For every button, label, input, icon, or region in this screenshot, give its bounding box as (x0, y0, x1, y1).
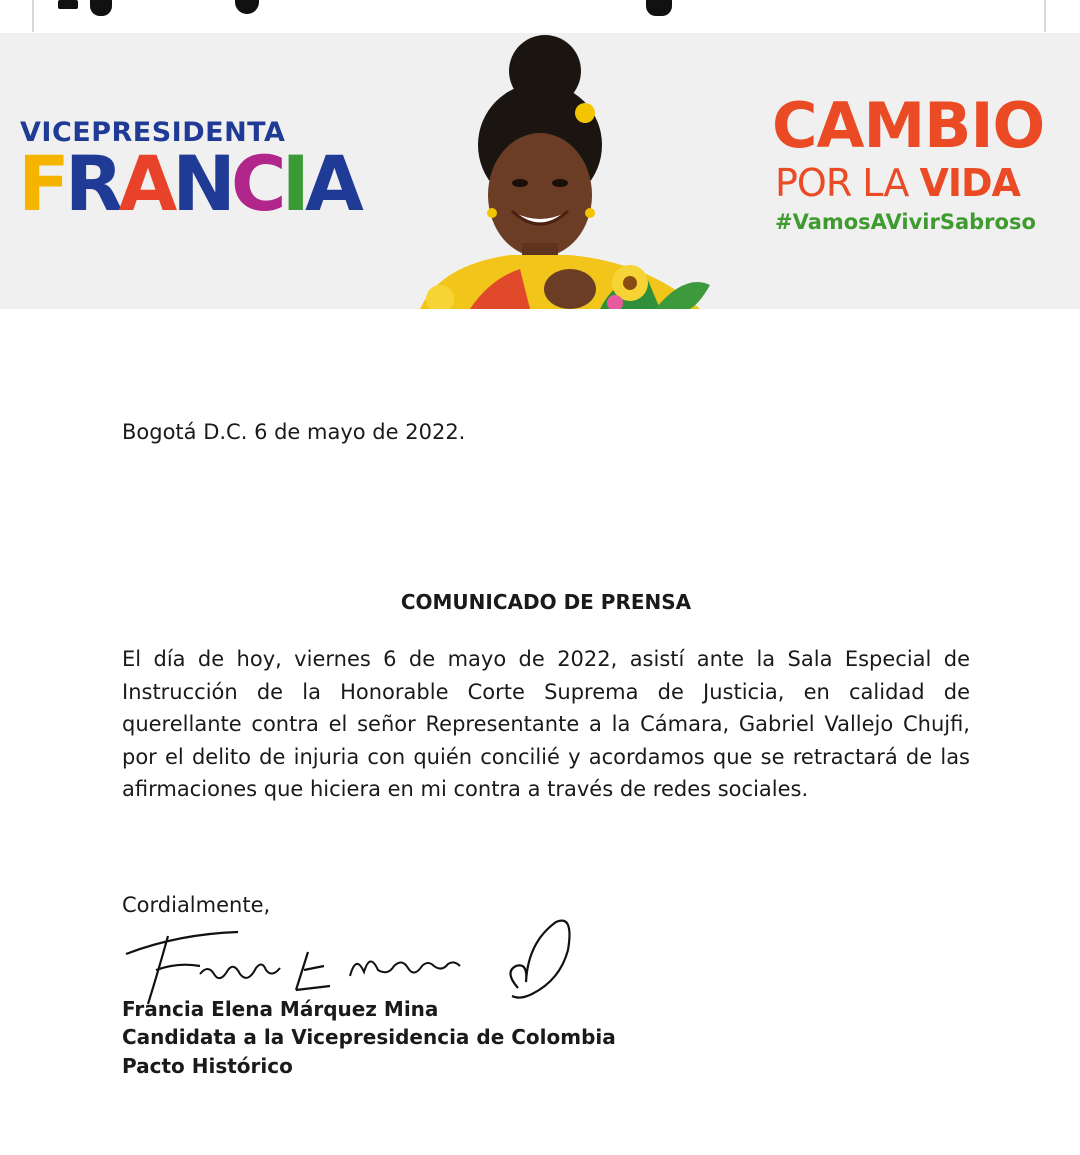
logo-letter: A (304, 139, 359, 228)
press-release-body: El día de hoy, viernes 6 de mayo de 2022, asistí ante la Sala Especial de Instrucción de la Honorable Corte Suprema de Justicia, en calidad de querellante contra el señor Representante a la Cámara, Gabriel Vallejo Chujfi, por el delito de injuria con quién concilié y acordamos que se retractará de las afirmaciones que hiciera en mi contra a través de redes sociales. (122, 647, 970, 802)
slogan-por-la-vida (775, 161, 1020, 205)
logo-letter: A (118, 139, 173, 228)
vicepresidenta-label: VICEPRESIDENTA (20, 117, 286, 148)
top-cropped-strip (0, 0, 1080, 33)
slogan-por-la: POR LA (775, 161, 920, 205)
letter-closing: Cordialmente, (122, 893, 271, 917)
signer-name: Francia Elena Márquez Mina (122, 997, 439, 1021)
francia-logo-word (18, 139, 359, 228)
top-frame (32, 0, 1046, 32)
cut-glyph (646, 0, 672, 16)
slogan-cambio: CAMBIO (772, 89, 1045, 162)
letter-date: Bogotá D.C. 6 de mayo de 2022. (122, 420, 466, 444)
campaign-banner (0, 33, 1080, 309)
cut-glyph (58, 0, 78, 9)
signer-role: Candidata a la Vicepresidencia de Colombia (122, 1025, 616, 1049)
candidate-portrait (400, 33, 720, 309)
logo-letter: I (281, 139, 305, 228)
logo-letter: R (64, 139, 119, 228)
logo-letter: F (18, 139, 65, 228)
slogan-vida: VIDA (919, 161, 1020, 205)
logo-letter: N (172, 139, 231, 228)
logo-letter: C (230, 139, 282, 228)
signer-organization: Pacto Histórico (122, 1054, 293, 1078)
campaign-hashtag: #VamosAVivirSabroso (775, 210, 1036, 234)
press-release-title: COMUNICADO DE PRENSA (400, 590, 692, 614)
